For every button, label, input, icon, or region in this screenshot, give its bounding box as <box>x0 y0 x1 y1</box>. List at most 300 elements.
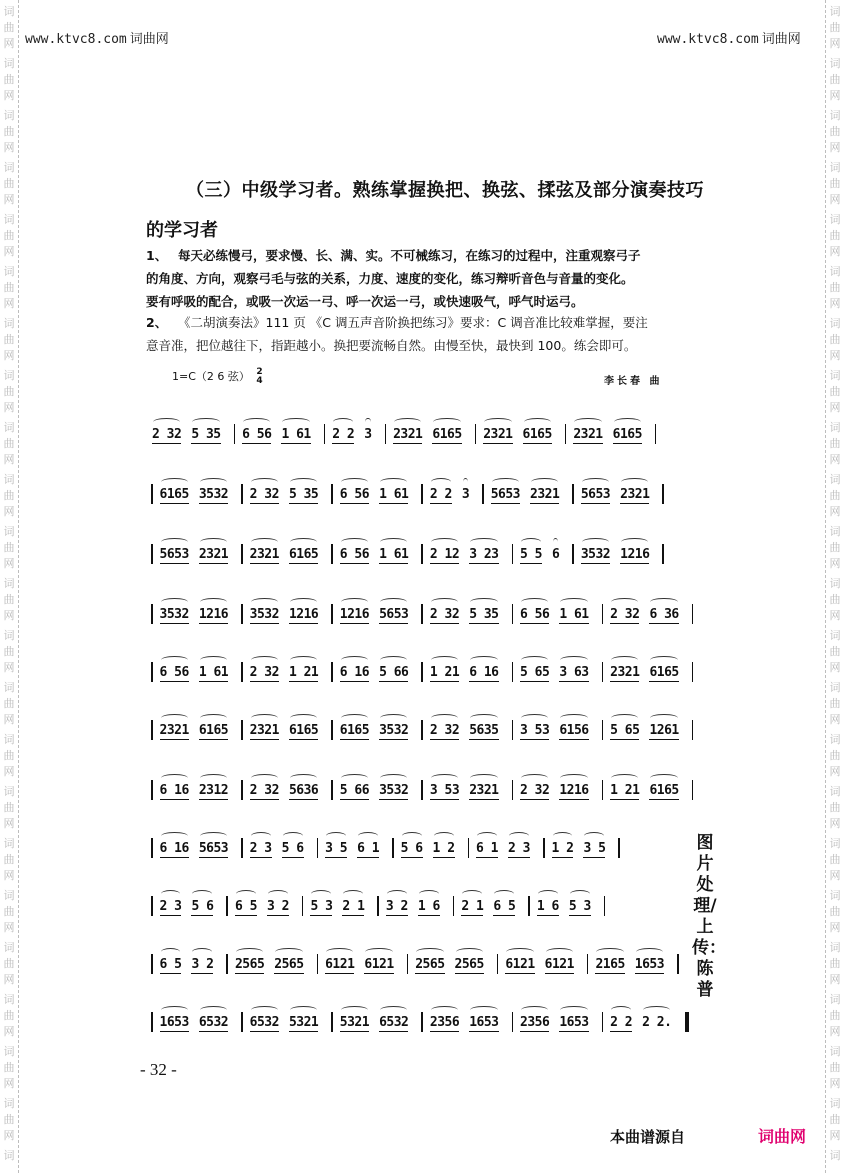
score-measure <box>248 665 331 682</box>
item-2-line-1 <box>146 311 706 334</box>
score-beat: 1216 <box>559 783 589 798</box>
site-name: 词曲网 <box>129 32 169 47</box>
score-beat: 6 16 <box>339 665 370 680</box>
score-measure <box>338 665 421 682</box>
watermark-char: 词 <box>829 161 841 174</box>
bar-line <box>331 604 333 624</box>
score-beat: 5 3 <box>568 899 591 914</box>
score-row-notes <box>150 896 610 916</box>
score-beat: 6532 <box>198 1015 229 1030</box>
score-beat: 6 16 <box>159 783 189 798</box>
score-beat: 2 32 <box>429 723 460 738</box>
score-beat: 1 21 <box>288 665 319 680</box>
score-beat: 6165 <box>159 487 189 502</box>
score-beat: 6156 <box>559 723 589 738</box>
bar-line <box>602 1012 604 1032</box>
score-measure <box>413 957 496 974</box>
score-beat: 6532 <box>249 1015 279 1030</box>
score-beat: 3 53 <box>429 783 460 798</box>
bar-line <box>331 484 333 504</box>
watermark-char: 网 <box>3 765 15 778</box>
score-beat: 2 32 <box>429 607 460 622</box>
score-measure <box>428 1015 511 1032</box>
watermark-char: 曲 <box>3 21 15 34</box>
watermark-char: 网 <box>3 921 15 934</box>
score-measure <box>338 487 421 504</box>
score-row-notes <box>150 780 698 800</box>
watermark-char: 曲 <box>3 749 15 762</box>
score-measure <box>158 1015 241 1032</box>
score-beat: 2 2 <box>332 427 355 442</box>
score-beat: 1653 <box>469 1015 499 1030</box>
watermark-char: 曲 <box>829 73 841 86</box>
score-measure <box>248 841 316 858</box>
watermark-char: 网 <box>3 89 15 102</box>
bar-line <box>302 896 304 916</box>
score-beat: 6 56 <box>339 487 370 502</box>
score-beat: 5653 <box>198 841 229 856</box>
watermark-char: 词 <box>829 1045 841 1058</box>
score-beat: 2 3 <box>508 841 530 856</box>
score-beat: 2 2 <box>610 1015 633 1030</box>
bar-line <box>151 604 153 624</box>
watermark-char: 曲 <box>829 21 841 34</box>
watermark-char: 网 <box>3 349 15 362</box>
watermark-char: 曲 <box>829 229 841 242</box>
bar-line <box>241 1012 243 1032</box>
watermark-char: 网 <box>3 245 15 258</box>
score-beat: 6165 <box>649 665 679 680</box>
score-beat: 6 56 <box>242 427 272 442</box>
watermark-char: 网 <box>3 297 15 310</box>
watermark-char: 词 <box>829 369 841 382</box>
score-beat: 5321 <box>339 1015 370 1030</box>
meter-top: 2 <box>256 367 263 377</box>
watermark-char: 词 <box>829 265 841 278</box>
watermark-char: 词 <box>3 213 15 226</box>
score-beat: 5 3 <box>310 899 333 914</box>
watermark-char: 曲 <box>3 1061 15 1074</box>
score-measure <box>518 665 601 682</box>
watermark-char: 曲 <box>3 125 15 138</box>
score-beat: 5 65 <box>610 723 640 738</box>
watermark-char: 词 <box>829 941 841 954</box>
score-beat: 1 21 <box>610 783 640 798</box>
watermark-char: 词 <box>829 473 841 486</box>
score-beat: 5 6 <box>281 841 304 856</box>
score-beat: 5 35 <box>191 427 221 442</box>
watermark-char: 网 <box>3 453 15 466</box>
bar-line <box>331 1012 333 1032</box>
score-measure <box>579 547 662 564</box>
watermark-char: 曲 <box>3 385 15 398</box>
score-beat: 6121 <box>325 957 355 972</box>
score-measure <box>158 899 226 916</box>
score-beat: 3 23 <box>469 547 499 562</box>
score-beat: 3 53 <box>520 723 550 738</box>
item-text: 的角度、方向，观察弓毛与弦的关系，力度、速度的变化，练习辩听音色与音量的变化。 <box>146 271 634 286</box>
score-beat: 3 2 <box>191 957 214 972</box>
footer-logo[interactable]: 词曲网 <box>758 1127 807 1146</box>
watermark-char: 网 <box>829 973 841 986</box>
score-beat: 5653 <box>159 547 189 562</box>
watermark-char: 曲 <box>829 437 841 450</box>
bar-line <box>512 780 514 800</box>
score-beat: 2165 <box>595 957 625 972</box>
score-measure <box>338 1015 421 1032</box>
score-measure <box>518 607 601 624</box>
watermark-char: 词 <box>3 421 15 434</box>
score-measure <box>608 723 691 740</box>
bar-line <box>543 838 545 858</box>
score-measure <box>158 783 241 800</box>
bar-line <box>482 484 484 504</box>
bar-line <box>512 604 514 624</box>
score-beat: 6165 <box>612 427 642 442</box>
score-measure <box>150 427 233 444</box>
bar-line <box>331 544 333 564</box>
score-row <box>150 410 690 450</box>
watermark-char: 曲 <box>3 489 15 502</box>
score-beat: 1653 <box>559 1015 589 1030</box>
score-measure <box>308 899 376 916</box>
watermark-char: 词 <box>3 5 15 18</box>
score-beat: 2 1 <box>461 899 484 914</box>
bar-line <box>151 954 153 974</box>
score-beat: 2321 <box>620 487 650 502</box>
score-measure <box>428 547 511 564</box>
score-measure <box>459 899 527 916</box>
score-beat: 6 56 <box>339 547 370 562</box>
watermark-char: 曲 <box>829 645 841 658</box>
score-beat: 6 <box>551 547 560 562</box>
composer-credit: 李长春 曲 <box>604 376 663 387</box>
score-beat: 2321 <box>249 723 279 738</box>
score-beat: 2356 <box>520 1015 550 1030</box>
score-beat: 6 5 <box>493 899 516 914</box>
watermark-char: 网 <box>829 661 841 674</box>
bar-line <box>392 838 394 858</box>
watermark-char: 词 <box>3 1149 15 1162</box>
bar-line <box>587 954 589 974</box>
watermark-char: 词 <box>829 577 841 590</box>
score-measure <box>535 899 603 916</box>
watermark-char: 曲 <box>829 1061 841 1074</box>
watermark-char: 网 <box>829 765 841 778</box>
score-measure <box>233 899 301 916</box>
bar-line <box>421 544 423 564</box>
watermark-char: 曲 <box>829 593 841 606</box>
score-beat: 6 1 <box>476 841 499 856</box>
item-text: 要有呼吸的配合，或吸一次运一弓、呼一次运一弓，或快速吸气，呼气时运弓。 <box>146 294 584 309</box>
score-beat: 2321 <box>393 427 423 442</box>
score-beat: 1 6 <box>417 899 440 914</box>
score-measure <box>248 1015 331 1032</box>
watermark-char: 网 <box>829 401 841 414</box>
watermark-char: 曲 <box>3 73 15 86</box>
watermark-char: 网 <box>3 817 15 830</box>
bar-line <box>241 838 243 858</box>
watermark-char: 网 <box>829 453 841 466</box>
watermark-char: 网 <box>3 401 15 414</box>
section-title-continued: 的学习者 <box>146 220 218 241</box>
bar-line <box>151 720 153 740</box>
score-beat: 2 12 <box>429 547 460 562</box>
score-row <box>150 766 690 806</box>
bar-line <box>565 424 567 444</box>
score-beat: 5636 <box>288 783 319 798</box>
score-beat: 6 5 <box>234 899 257 914</box>
score-measure <box>608 1015 683 1032</box>
watermark-char: 词 <box>829 993 841 1006</box>
watermark-char: 词 <box>829 1097 841 1110</box>
bar-line <box>512 544 514 564</box>
watermark-char: 词 <box>3 733 15 746</box>
score-beat: 6121 <box>544 957 574 972</box>
bar-line <box>453 896 455 916</box>
score-measure <box>518 547 571 564</box>
score-beat: 2 32 <box>249 783 279 798</box>
site-url: www.ktvc8.com <box>657 32 759 47</box>
bar-line <box>692 780 694 800</box>
bar-line <box>421 1012 423 1032</box>
watermark-char: 网 <box>829 713 841 726</box>
score-measure <box>248 723 331 740</box>
score-measure <box>158 841 241 858</box>
watermark-char: 词 <box>829 57 841 70</box>
watermark-char: 词 <box>829 109 841 122</box>
score-beat: 2321 <box>469 783 499 798</box>
score-beat: 5 6 <box>191 899 214 914</box>
score-measure <box>323 841 391 858</box>
score-beat: 3532 <box>198 487 229 502</box>
score-measure <box>518 1015 601 1032</box>
watermark-char: 词 <box>3 993 15 1006</box>
watermark-char: 词 <box>3 837 15 850</box>
watermark-char: 曲 <box>3 1009 15 1022</box>
watermark-char: 词 <box>829 421 841 434</box>
score-beat: 6165 <box>432 427 462 442</box>
score-measure <box>550 841 618 858</box>
watermark-char: 曲 <box>3 645 15 658</box>
score-measure <box>158 607 241 624</box>
score-beat: 3532 <box>580 547 611 562</box>
score-measure <box>248 487 331 504</box>
watermark-char: 网 <box>3 557 15 570</box>
bar-line <box>662 544 664 564</box>
watermark-char: 词 <box>829 317 841 330</box>
site-name: 词曲网 <box>761 32 801 47</box>
score-beat: 3 2 <box>385 899 408 914</box>
bar-line <box>677 954 679 974</box>
score-row-notes <box>150 720 698 740</box>
watermark-char: 曲 <box>829 1113 841 1126</box>
bar-line <box>528 896 530 916</box>
watermark-char: 词 <box>829 629 841 642</box>
watermark-char: 曲 <box>829 541 841 554</box>
score-beat: 1261 <box>649 723 679 738</box>
score-measure <box>391 427 474 444</box>
header-site-right[interactable] <box>657 28 801 47</box>
score-beat: 3 5 <box>583 841 606 856</box>
score-measure <box>248 607 331 624</box>
watermark-char: 曲 <box>829 125 841 138</box>
score-measure <box>474 841 542 858</box>
score-measure <box>571 427 654 444</box>
score-beat: 2321 <box>159 723 189 738</box>
score-beat: 1 21 <box>429 665 460 680</box>
watermark-char: 曲 <box>829 853 841 866</box>
page-number: - 32 - <box>140 1060 177 1079</box>
bar-line <box>421 780 423 800</box>
watermark-char: 曲 <box>829 905 841 918</box>
score-row <box>150 824 690 864</box>
watermark-char: 曲 <box>3 801 15 814</box>
score-beat: 2356 <box>429 1015 460 1030</box>
score-measure <box>579 487 662 504</box>
watermark-char: 网 <box>829 1025 841 1038</box>
score-measure <box>428 665 511 682</box>
watermark-char: 曲 <box>3 229 15 242</box>
bar-line <box>421 720 423 740</box>
bar-line <box>331 780 333 800</box>
watermark-char: 词 <box>829 525 841 538</box>
score-beat: 2 32 <box>152 427 182 442</box>
score-measure <box>608 783 691 800</box>
right-watermark-strip <box>825 0 844 1173</box>
watermark-char: 词 <box>829 5 841 18</box>
score-beat: 5 5 <box>520 547 542 562</box>
score-beat: 6121 <box>364 957 394 972</box>
watermark-char: 词 <box>829 213 841 226</box>
watermark-char: 词 <box>829 837 841 850</box>
score-row-notes <box>150 604 698 624</box>
score-beat: 2 32 <box>249 487 279 502</box>
score-measure <box>158 957 226 974</box>
score-measure <box>248 547 331 564</box>
bar-line <box>468 838 470 858</box>
watermark-char: 网 <box>829 193 841 206</box>
score-beat: 6165 <box>288 547 319 562</box>
score-row <box>150 648 690 688</box>
bar-line <box>604 896 606 916</box>
score-measure <box>158 723 241 740</box>
score-beat: 2 2. <box>642 1015 672 1030</box>
watermark-char: 词 <box>3 681 15 694</box>
score-beat: 5 65 <box>520 665 550 680</box>
score-beat: 6165 <box>649 783 679 798</box>
score-beat: 6165 <box>522 427 552 442</box>
watermark-char: 词 <box>3 161 15 174</box>
watermark-char: 网 <box>3 193 15 206</box>
score-measure <box>323 957 406 974</box>
score-beat: 1216 <box>198 607 229 622</box>
score-measure <box>158 547 241 564</box>
bar-line <box>151 780 153 800</box>
score-row-notes <box>150 1012 694 1032</box>
watermark-char: 曲 <box>829 1009 841 1022</box>
score-beat: 2 32 <box>520 783 550 798</box>
bar-line <box>692 720 694 740</box>
score-measure <box>399 841 467 858</box>
score-measure <box>428 487 481 504</box>
bar-line <box>317 954 319 974</box>
score-measure <box>503 957 586 974</box>
score-beat: 1 2 <box>551 841 574 856</box>
bar-line <box>692 662 694 682</box>
bar-line <box>421 604 423 624</box>
bar-line <box>618 838 620 858</box>
score-beat: 2321 <box>530 487 560 502</box>
score-row <box>150 882 690 922</box>
item-1-line-3 <box>146 290 706 313</box>
watermark-char: 网 <box>3 37 15 50</box>
bar-line <box>602 780 604 800</box>
bar-line <box>377 896 379 916</box>
score-beat: 1216 <box>288 607 319 622</box>
score-measure <box>428 607 511 624</box>
bar-line <box>475 424 477 444</box>
score-beat: 3 63 <box>559 665 589 680</box>
bar-line <box>241 780 243 800</box>
score-measure <box>158 665 241 682</box>
watermark-char: 曲 <box>829 281 841 294</box>
watermark-char: 词 <box>3 369 15 382</box>
watermark-char: 曲 <box>3 281 15 294</box>
watermark-char: 曲 <box>829 697 841 710</box>
score-beat: 5 66 <box>379 665 409 680</box>
score-beat: 2 3 <box>249 841 272 856</box>
score-row-notes <box>150 662 698 682</box>
score-beat: 2321 <box>610 665 640 680</box>
watermark-char: 网 <box>829 817 841 830</box>
score-beat: 6121 <box>505 957 535 972</box>
bar-line <box>241 484 243 504</box>
score-beat: 5653 <box>490 487 520 502</box>
bar-line <box>497 954 499 974</box>
bar-line <box>602 662 604 682</box>
watermark-char: 词 <box>3 525 15 538</box>
score-beat: 5 66 <box>339 783 370 798</box>
score-beat: 2321 <box>573 427 603 442</box>
watermark-char: 曲 <box>829 801 841 814</box>
score-beat: 6165 <box>198 723 229 738</box>
score-beat: 1 61 <box>198 665 229 680</box>
watermark-char: 网 <box>3 973 15 986</box>
bar-line <box>331 662 333 682</box>
watermark-char: 网 <box>829 1129 841 1142</box>
score-beat: 5 6 <box>400 841 423 856</box>
key-signature: 1=C（2 6 弦） <box>172 370 250 383</box>
watermark-char: 词 <box>3 629 15 642</box>
score-beat: 2321 <box>198 547 229 562</box>
watermark-char: 网 <box>829 557 841 570</box>
score-beat: 1216 <box>620 547 650 562</box>
score-measure <box>593 957 676 974</box>
score-beat: 6 1 <box>357 841 380 856</box>
score-beat: 6 5 <box>159 957 182 972</box>
score-beat: 6 16 <box>469 665 499 680</box>
score-beat: 5321 <box>288 1015 319 1030</box>
score-beat: 3532 <box>159 607 189 622</box>
bar-line <box>602 604 604 624</box>
bar-line <box>385 424 387 444</box>
score-beat: 1 6 <box>536 899 559 914</box>
bar-line <box>407 954 409 974</box>
header-site-left[interactable] <box>25 28 169 47</box>
bar-line <box>226 954 228 974</box>
watermark-char: 词 <box>829 889 841 902</box>
